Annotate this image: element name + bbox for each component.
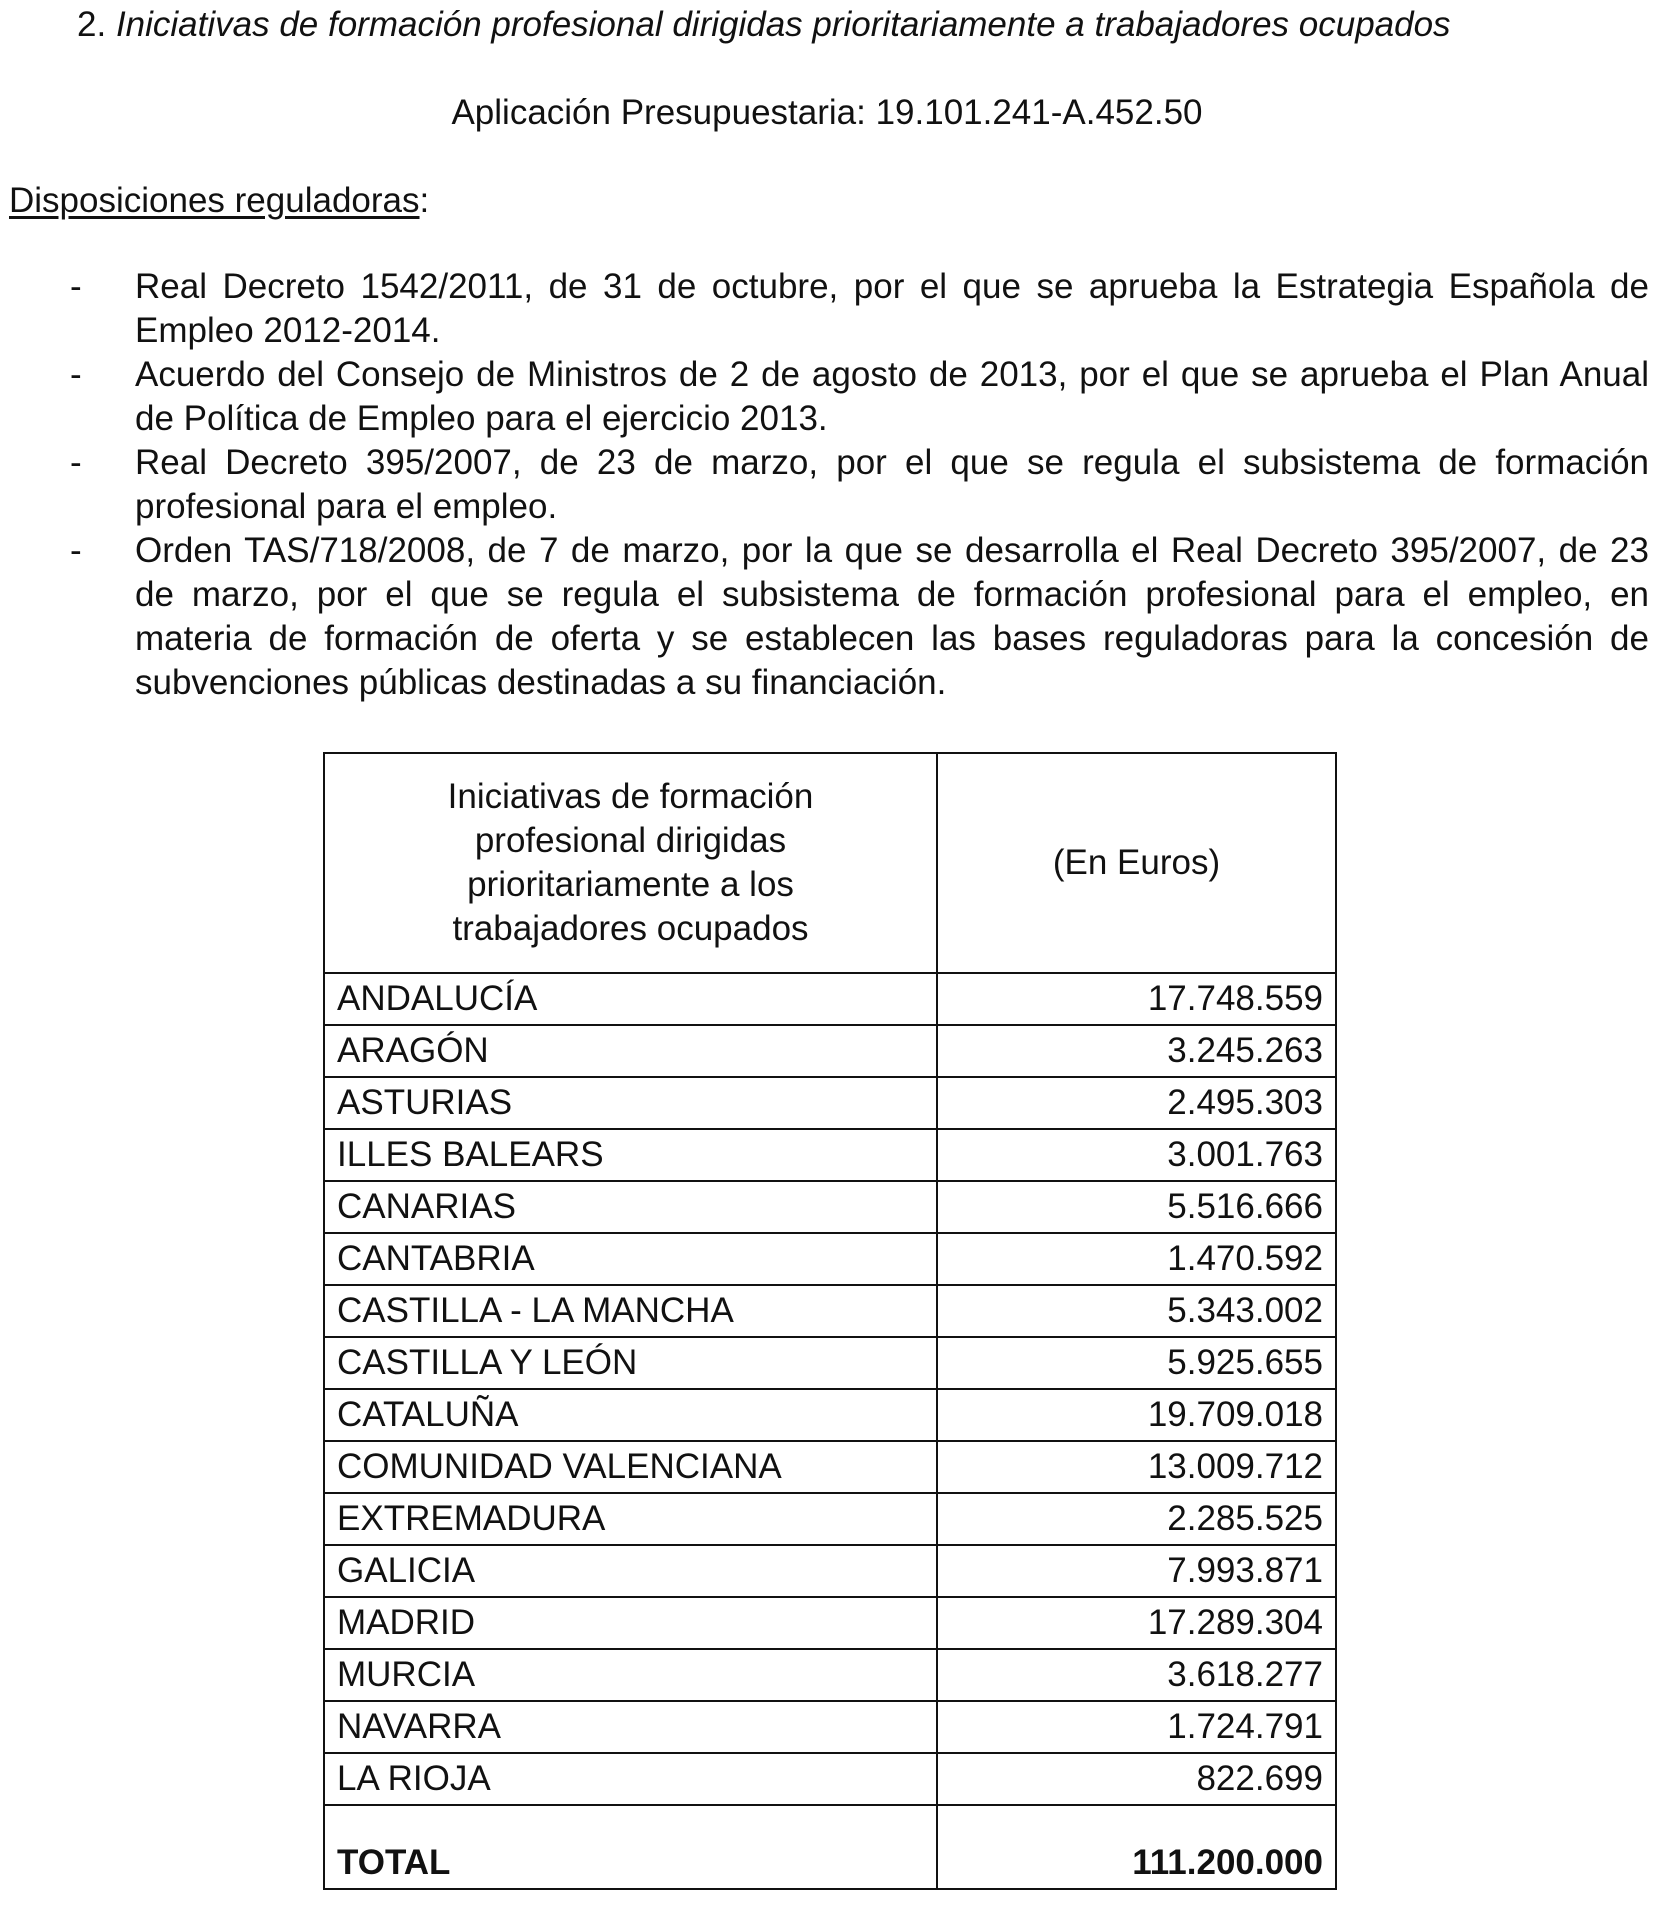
table-row: [324, 1025, 1336, 1077]
amount-cell: 19.709.018: [937, 1389, 1336, 1441]
section-title: Iniciativas de formación profesional dirigidas prioritariamente a trabajadores ocupados: [115, 5, 1451, 44]
amount-cell: 2.495.303: [937, 1077, 1336, 1129]
amount-cell: 13.009.712: [937, 1441, 1336, 1493]
amount-cell: 3.245.263: [937, 1025, 1336, 1077]
region-name-cell: LA RIOJA: [324, 1753, 937, 1805]
regulation-text: Acuerdo del Consejo de Ministros de 2 de agosto de 2013, por el que se aprueba el Plan Anual de Política de Empleo para el ejercicio 2013.: [135, 355, 1649, 438]
total-row: [324, 1805, 1336, 1889]
total-label-cell: TOTAL: [324, 1805, 937, 1889]
region-name-cell: ANDALUCÍA: [324, 973, 937, 1025]
region-name-cell: MURCIA: [324, 1649, 937, 1701]
table-header-row: [324, 753, 1336, 973]
regulations-heading: [9, 176, 429, 226]
table-body: [324, 973, 1336, 1889]
region-name-cell: ASTURIAS: [324, 1077, 937, 1129]
amount-cell: 5.925.655: [937, 1337, 1336, 1389]
amount-cell: 3.618.277: [937, 1649, 1336, 1701]
region-name-cell: CANARIAS: [324, 1181, 937, 1233]
region-name-cell: ILLES BALEARS: [324, 1129, 937, 1181]
bullet-dash: -: [70, 355, 82, 394]
bullet-dash: -: [70, 531, 82, 570]
table-row: [324, 1285, 1336, 1337]
region-name-cell: CANTABRIA: [324, 1233, 937, 1285]
region-name-cell: MADRID: [324, 1597, 937, 1649]
region-name-cell: CASTILLA - LA MANCHA: [324, 1285, 937, 1337]
table-row: [324, 1337, 1336, 1389]
amount-cell: 1.724.791: [937, 1701, 1336, 1753]
bullet-dash: -: [70, 443, 82, 482]
regulation-text: Real Decreto 395/2007, de 23 de marzo, por el que se regula el subsistema de formación profesional para el empleo.: [135, 443, 1649, 526]
table-row: [324, 1493, 1336, 1545]
region-name-cell: ARAGÓN: [324, 1025, 937, 1077]
regulations-list: [0, 265, 1654, 705]
header-euros: (En Euros): [937, 753, 1336, 973]
amount-cell: 17.289.304: [937, 1597, 1336, 1649]
region-name-cell: GALICIA: [324, 1545, 937, 1597]
regulation-text: Orden TAS/718/2008, de 7 de marzo, por la que se desarrolla el Real Decreto 395/2007, de 23 de marzo, por el que se regula el subsistema de formación profesional para el empleo, en materia de formación de oferta y se establecen las bases reguladoras para la concesión de subvenciones públicas destinadas a su financiación.: [135, 531, 1649, 702]
section-heading: [77, 0, 1451, 50]
table-row: [324, 1597, 1336, 1649]
table-row: [324, 1701, 1336, 1753]
allocation-table: [323, 752, 1337, 1890]
regulation-item: [0, 441, 1654, 529]
region-name-cell: CASTILLA Y LEÓN: [324, 1337, 937, 1389]
regulation-item: [0, 353, 1654, 441]
amount-cell: 822.699: [937, 1753, 1336, 1805]
regulation-text: Real Decreto 1542/2011, de 31 de octubre, por el que se aprueba la Estrategia Española de Empleo 2012-2014.: [135, 267, 1649, 350]
header-initiatives: Iniciativas de formación profesional dirigidas prioritariamente a los trabajadores ocupados: [324, 753, 937, 973]
regulation-item: [0, 265, 1654, 353]
regulations-title-colon: :: [419, 181, 430, 220]
table-row: [324, 1129, 1336, 1181]
table-row: [324, 1753, 1336, 1805]
amount-cell: 5.343.002: [937, 1285, 1336, 1337]
regulations-title: Disposiciones reguladoras: [9, 181, 420, 220]
region-name-cell: COMUNIDAD VALENCIANA: [324, 1441, 937, 1493]
table-row: [324, 1441, 1336, 1493]
region-name-cell: NAVARRA: [324, 1701, 937, 1753]
region-name-cell: CATALUÑA: [324, 1389, 937, 1441]
amount-cell: 2.285.525: [937, 1493, 1336, 1545]
table-row: [324, 1545, 1336, 1597]
table-row: [324, 1389, 1336, 1441]
total-amount-cell: 111.200.000: [937, 1805, 1336, 1889]
amount-cell: 17.748.559: [937, 973, 1336, 1025]
table-row: [324, 1077, 1336, 1129]
table-row: [324, 1181, 1336, 1233]
table-row: [324, 973, 1336, 1025]
section-number: 2.: [77, 5, 107, 44]
region-name-cell: EXTREMADURA: [324, 1493, 937, 1545]
amount-cell: 5.516.666: [937, 1181, 1336, 1233]
amount-cell: 7.993.871: [937, 1545, 1336, 1597]
table-row: [324, 1649, 1336, 1701]
table-row: [324, 1233, 1336, 1285]
amount-cell: 3.001.763: [937, 1129, 1336, 1181]
amount-cell: 1.470.592: [937, 1233, 1336, 1285]
budget-line: [0, 88, 1654, 138]
regulation-item: [0, 529, 1654, 705]
budget-application: Aplicación Presupuestaria: 19.101.241-A.452.50: [451, 93, 1203, 132]
bullet-dash: -: [70, 267, 82, 306]
